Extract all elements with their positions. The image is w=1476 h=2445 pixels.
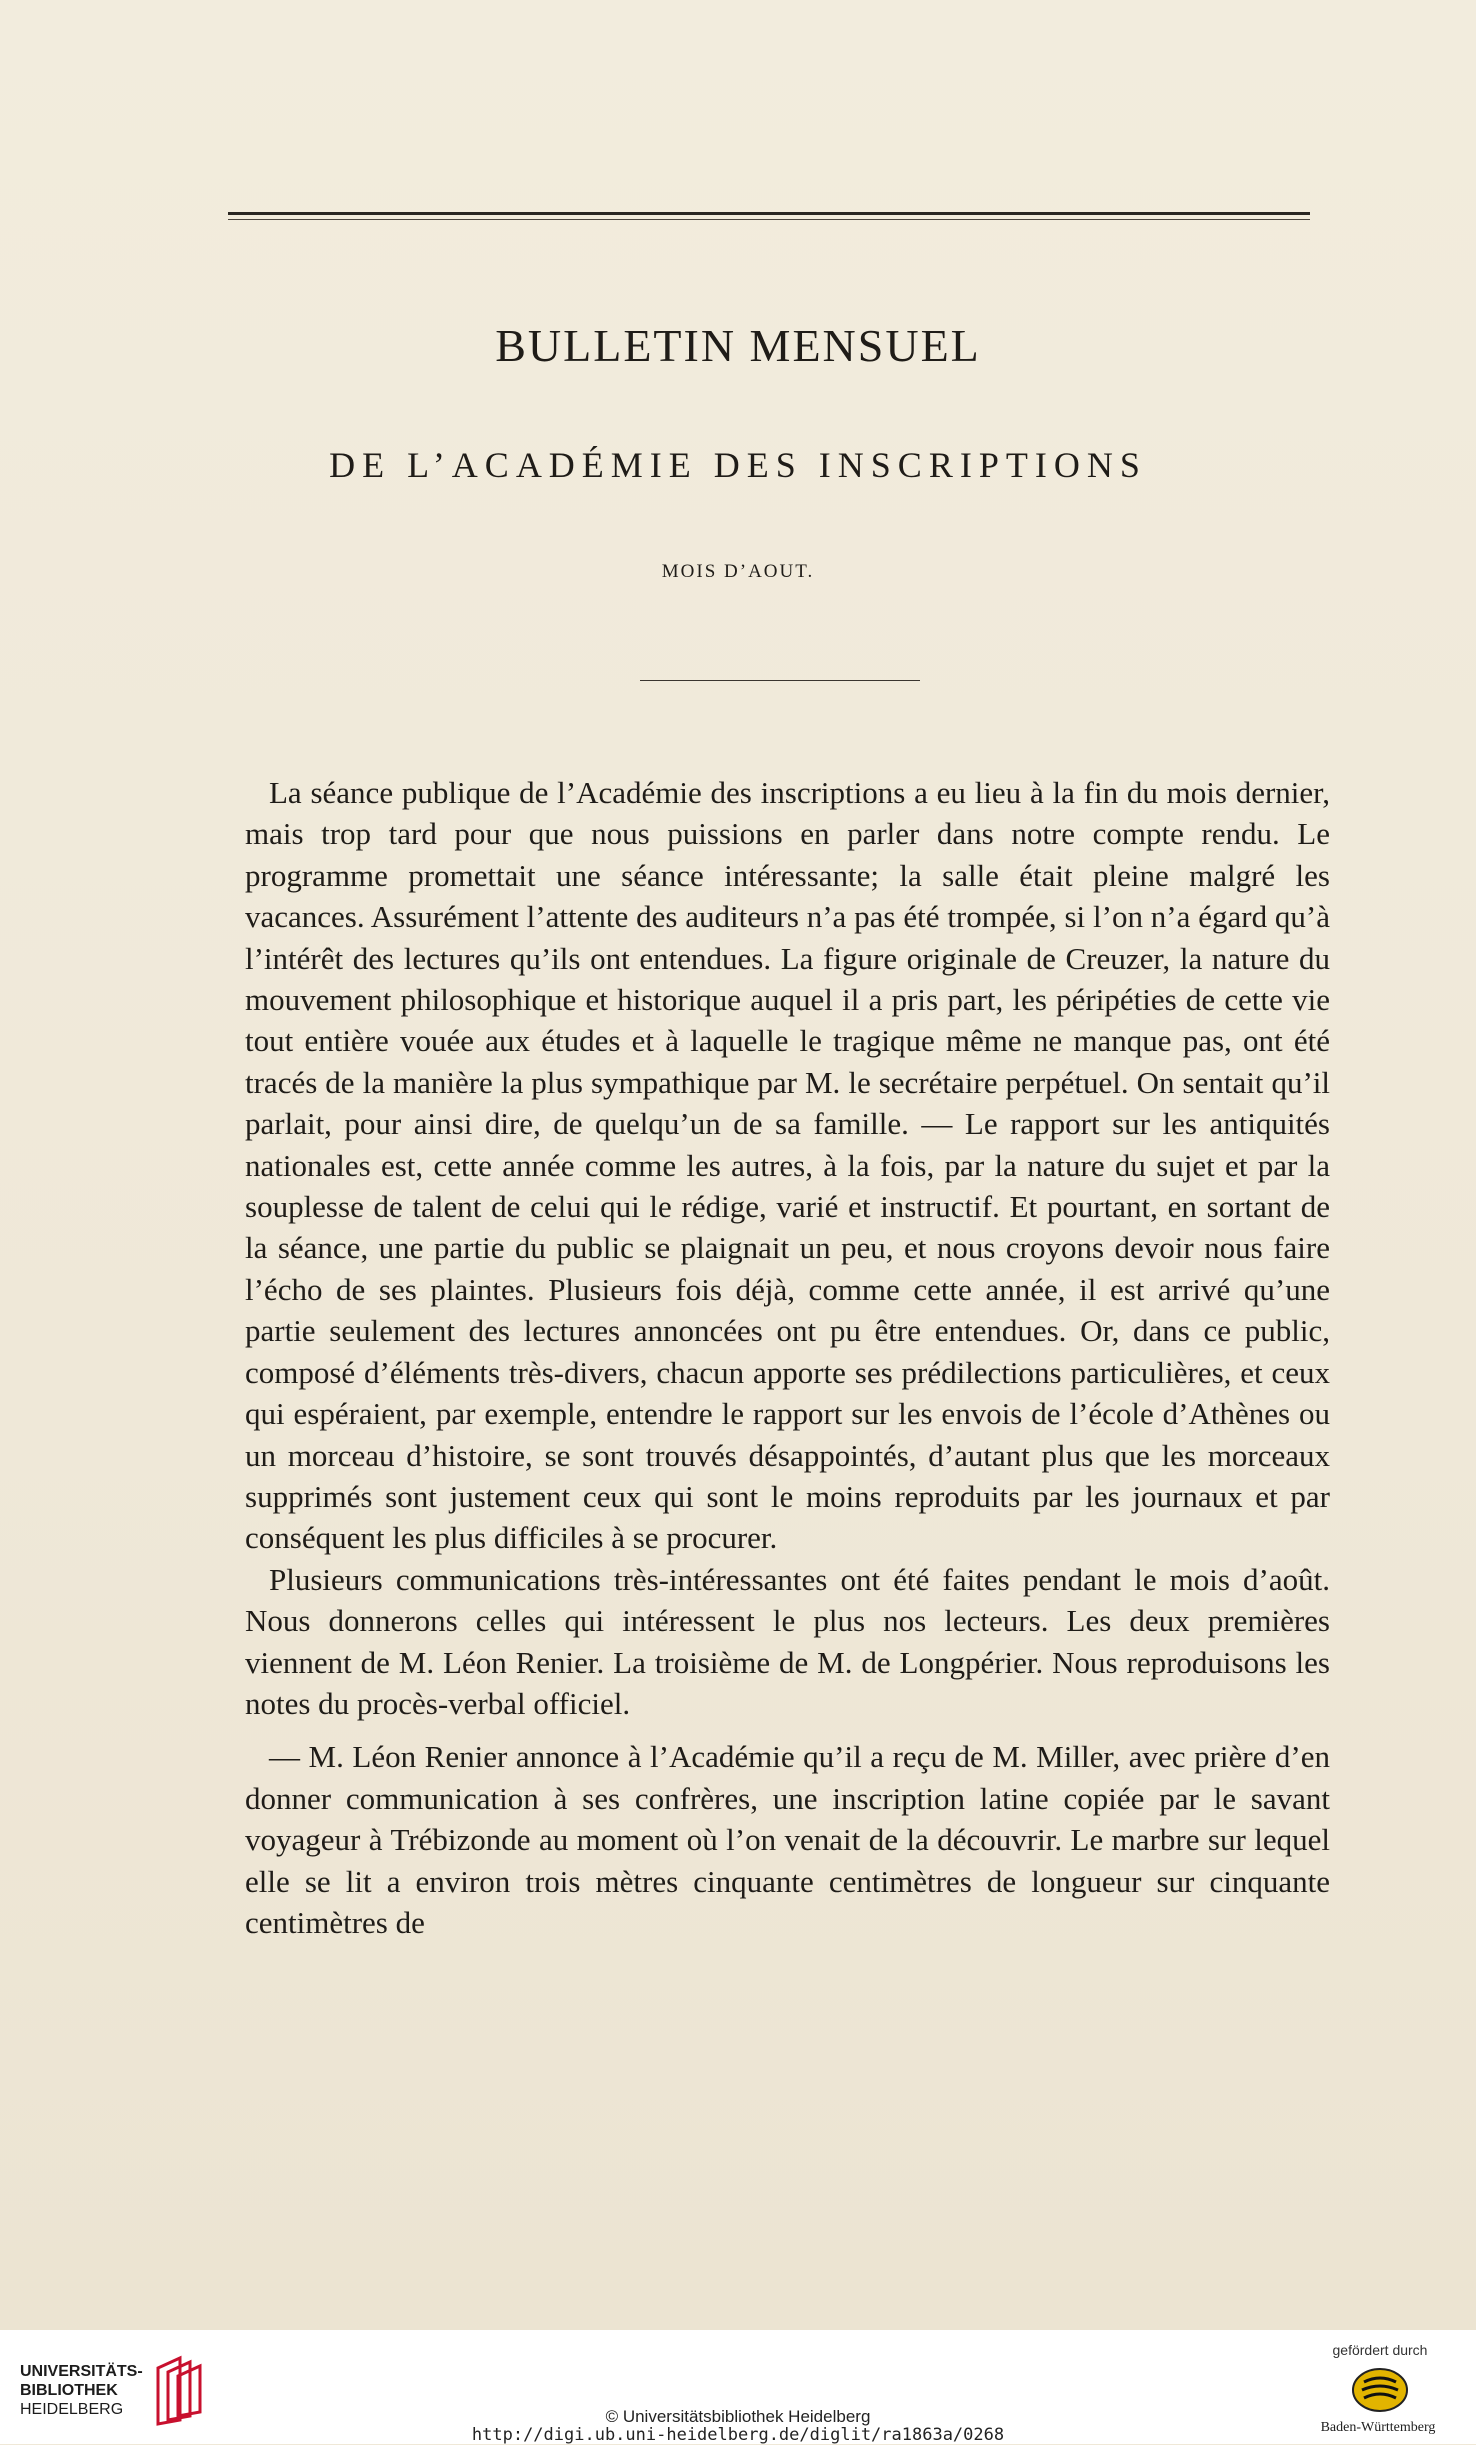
top-rule-thin <box>228 219 1310 220</box>
permalink-link[interactable]: http://digi.ub.uni-heidelberg.de/diglit/ra1863a/0268 <box>471 2425 1005 2445</box>
article-body <box>245 772 1330 1943</box>
month-heading: MOIS D’AOUT. <box>661 561 815 582</box>
library-name-line-1: UNIVERSITÄTS- <box>20 2363 143 2380</box>
paragraph-2: Plusieurs communications très-intéressantes ont été faites pendant le mois d’août. Nous donnerons celles qui intéressent le plus nos lecteurs. Les deux premières viennent de M. Léon Renier. La troisième de M. de Longpérier. Nous reproduisons les notes du procès-verbal officiel. <box>245 1561 1330 1721</box>
footer-bar <box>0 2330 1476 2444</box>
baden-wuerttemberg-emblem-icon <box>1350 2366 1410 2414</box>
page-subtitle: DE L’ACADÉMIE DES INSCRIPTIONS <box>329 445 1147 485</box>
paragraph-3: — M. Léon Renier annonce à l’Académie qu’il a reçu de M. Miller, avec prière d’en donner communication à ses confrères, une inscription latine copiée par le savant voyageur à Trébizonde au moment où l’on venait de la découvrir. Le marbre sur lequel elle se lit a environ trois mètres cinquante centimètres de longueur sur cinquante centimètres de <box>245 1739 1330 1940</box>
permalink[interactable] <box>0 2426 1476 2444</box>
library-name-line-3: HEIDELBERG <box>20 2401 124 2418</box>
library-name-line-2: BIBLIOTHEK <box>20 2382 118 2399</box>
funded-by-label: gefördert durch <box>1332 2342 1428 2358</box>
funder-name: Baden-Württemberg <box>1320 2420 1436 2435</box>
copyright-notice: © Universitätsbibliothek Heidelberg <box>605 2407 871 2426</box>
top-rule <box>228 212 1310 215</box>
paragraph-1: La séance publique de l’Académie des inscriptions a eu lieu à la fin du mois dernier, mais trop tard pour que nous puissions en parler dans notre compte rendu. Le programme promettait une séance intéressante; la salle était pleine malgré les vacances. Assurément l’attente des auditeurs n’a pas été trompée, si l’on n’a égard qu’à l’intérêt des lectures qu’ils ont entendues. La figure originale de Creuzer, la nature du mouvement philosophique et historique auquel il a pris part, les péripéties de cette vie tout entière vouée aux études et à laquelle le tragique même ne manque pas, ont été tracés de la manière la plus sympathique par M. le secrétaire perpétuel. On sentait qu’il parlait, pour ainsi dire, de quelqu’un de sa famille. — Le rapport sur les antiquités nationales est, cette année comme les autres, à la fois, par la nature du sujet et par la souplesse de talent de celui qui le rédige, varié et instructif. Et pourtant, en sortant de la séance, une partie du public se plaignait un peu, et nous croyons devoir nous faire l’écho de ses plaintes. Plusieurs fois déjà, comme cette année, il est arrivé qu’une partie seulement des lectures annoncées ont pu être entendues. Or, dans ce public, composé d’éléments très-divers, chacun apporte ses prédilections particulières, et ceux qui espéraient, par exemple, entendre le rapport sur les envois de l’école d’Athènes ou un morceau d’histoire, se sont trouvés désappointés, d’autant plus que les morceaux supprimés sont justement ceux qui sont le moins reproduits par les journaux et par conséquent les plus difficiles à se procurer. <box>245 775 1330 1556</box>
page-title: BULLETIN MENSUEL <box>495 320 981 371</box>
section-divider <box>640 680 920 681</box>
